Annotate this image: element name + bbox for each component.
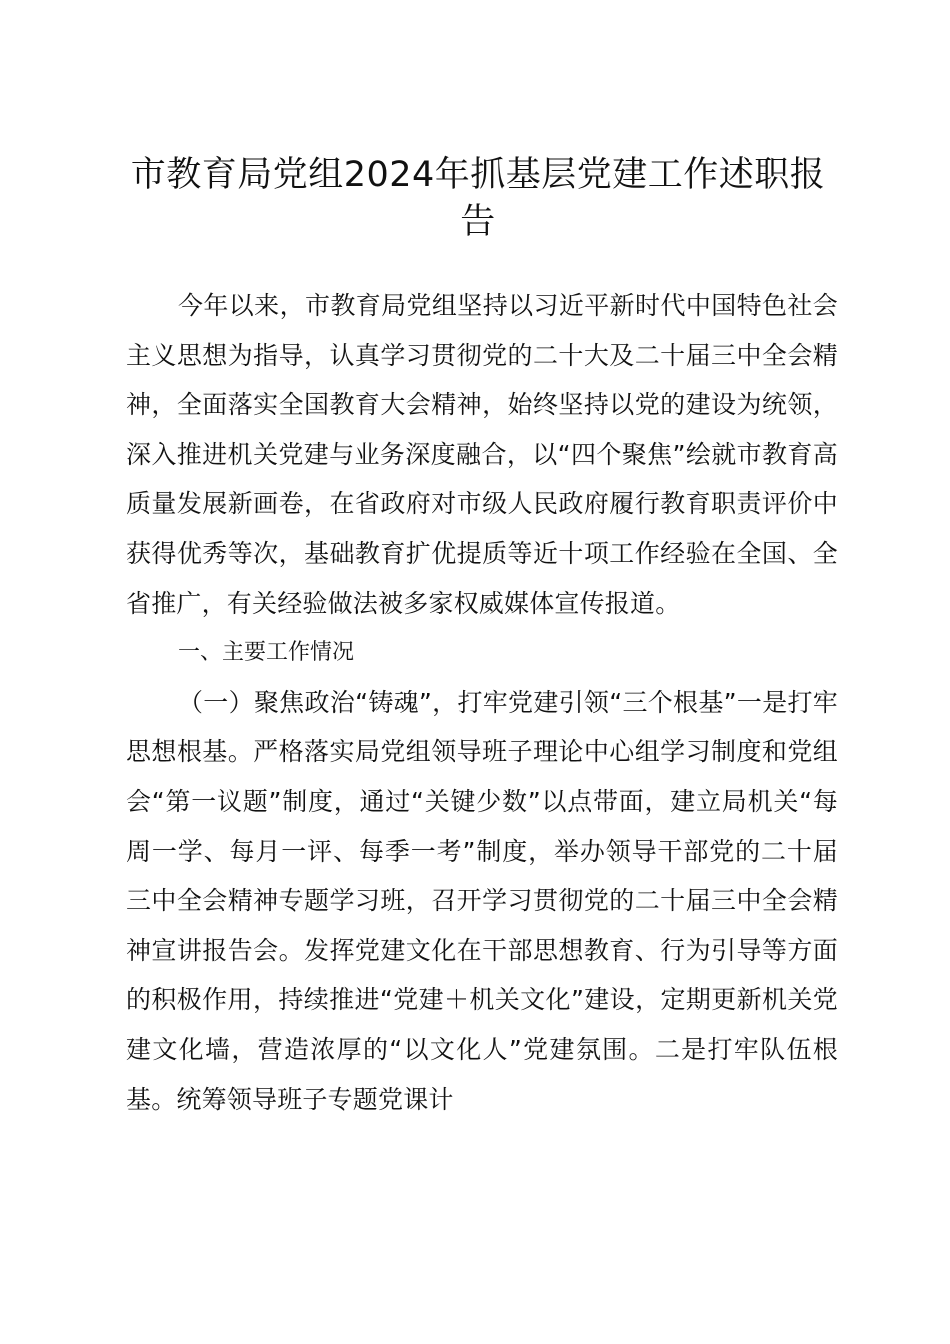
intro-paragraph: 今年以来，市教育局党组坚持以习近平新时代中国特色社会主义思想为指导，认真学习贯彻党的二十大及二十届三中全会精神，全面落实全国教育大会精神，始终坚持以党的建设为统领，深入推进机关党建与业务深度融合，以“四个聚焦”绘就市教育高质量发展新画卷，在省政府对市级人民政府履行教育职责评价中获得优秀等次，基础教育扩优提质等近十项工作经验在全国、全省推广，有关经验做法被多家权威媒体宣传报道。 <box>126 291 838 618</box>
document-body <box>126 281 838 1124</box>
section-paragraph: （一）聚焦政治“铸魂”，打牢党建引领“三个根基”一是打牢思想根基。严格落实局党组领导班子理论中心组学习制度和党组会“第一议题”制度，通过“关键少数”以点带面，建立局机关“每周一学、每月一评、每季一考”制度，举办领导干部党的二十届三中全会精神专题学习班，召开学习贯彻党的二十届三中全会精神宣讲报告会。发挥党建文化在干部思想教育、行为引导等方面的积极作用，持续推进“党建＋机关文化”建设，定期更新机关党建文化墙，营造浓厚的“以文化人”党建氛围。二是打牢队伍根基。统筹领导班子专题党课计 <box>126 687 838 1114</box>
section-heading: 一、主要工作情况 <box>178 640 355 666</box>
document-title: 市教育局党组2024年抓基层党建工作述职报告 <box>130 155 826 242</box>
